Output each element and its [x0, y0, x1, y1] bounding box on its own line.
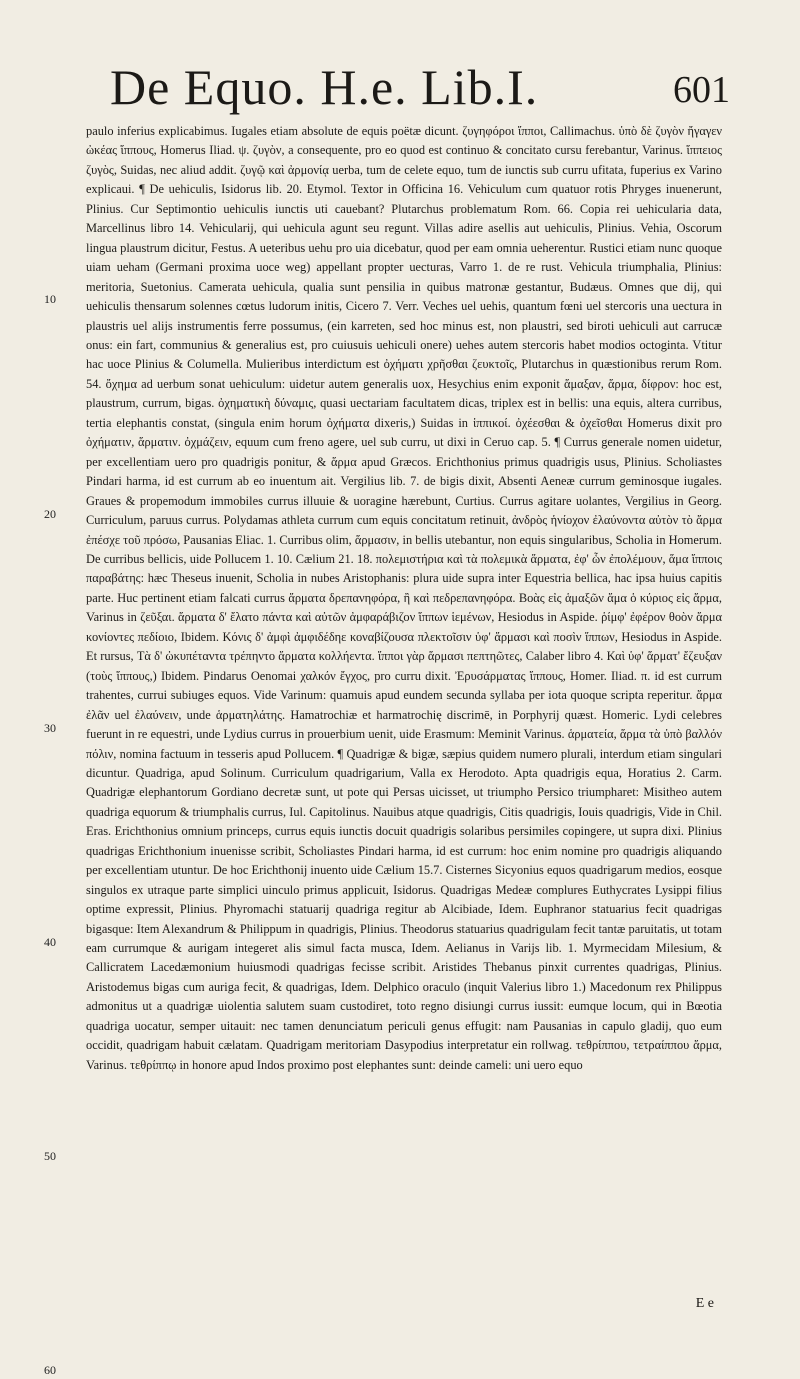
page-number: 601 — [673, 69, 730, 111]
line-number: 40 — [44, 935, 56, 949]
running-title: De Equo. H.e. Lib.I. — [110, 59, 539, 115]
line-number: 30 — [44, 721, 56, 735]
catchword: E e — [695, 1296, 714, 1311]
body-text — [86, 122, 722, 1075]
body-paragraph: paulo inferius explicabimus. Iugales etiam absolute de equis poëtæ dicunt. ζυγηφόροι ἵπποι, Callimachus. ὑπὸ δὲ ζυγὸν ἤγαγεν ὠκέας ἵππους, Homerus Iliad. ψ. ζυγὸν, a consequente, pro eo quod est continuo & concitato cursu ferebantur, Varinus. ἵππειος ζυγὸς, Suidas, nec aliud addit. ζυγῷ καὶ ἀρμονίᾳ uerba, tum de celete equo, tum de iunctis sub curru ufitata, fuperius ex Varino explicaui. ¶ De uehiculis, Isidorus lib. 20. Etymol. Textor in Officina 16. Vehiculum cum quatuor rotis Phryges inuenerunt, Plinius. Cur Septimontio uehiculis iunctis uti cauebant? Plutarchus problematum Rom. 66. Copia rei uehicularia data, Marcellinus libro 14. Vehicularij, qui uehicula agunt seu regunt. Villas adire asellis aut uehiculis, Plinius. Vehia, Oscorum lingua plaustrum dicitur, Festus. A ueteribus uehu pro uia dicebatur, quod per eam omnia ueherentur. Rustici etiam nunc quoque uiam ueham (Germani proxima uoce weg) appellant propter uecturas, Varro 1. de re rust. Vehicula triumphalia, Plinius: meritoria, Suetonius. Camerata uehicula, qualia sunt pensilia in quibus matronæ gestantur, Budæus. Omnes que dij, qui uehiculis thensarum solennes cœtus ludorum initis, Cicero 7. Verr. Veches uel uehis, quantum fœni uel stercoris una uectura in plaustris uel alijs instrumentis ferre possumus, (ein karreten, sed hoc minus est, non plaustri, sed biroti uehiculi aut carrucæ onus: ein fart, communius & generalius est, pro cuiusuis uehiculi onere) uehes autem stercoris habet modios octoginta. Vtitur hac uoce Plinius & Columella. Mulieribus interdictum est ὀχήματι χρῆσθαι ζευκτοῖς, Plutarchus in quæstionibus rerum Rom. 54. ὄχημα ad uerbum sonat uehiculum: uidetur autem generalis uox, Hesychius enim exponit ἅμαξαν, ἅρμα, δίφρον: hoc est, plaustrum, currum, bigas. ὀχηματικὴ δύναμις, quasi uectariam facultatem dicas, triplex est in bellis: una equis, altera curribus, tertia elephantis constat, (singula enim horum ὀχήματα dixeris,) Suidas in ἱππικοί. ὀχέεσθαι & ὀχεῖσθαι Homerus dixit pro ὀχήματιν, ἅρματιν. ὀχμάζειν, equum cum freno agere, uel sub curru, ut dixi in Ceruo cap. 5. ¶ Currus generale nomen uidetur, per excellentiam uero pro quadrigis ponitur, & ἅρμα apud Græcos. Erichthonius primus quadrigis usus, Plinius. Scholiastes Pindari harma, id est currum ab eo inuentum ait. Vergilius lib. 7. de bigis dixit, Absenti Aeneæ currum geminosque iugales. Graues & propemodum immobiles currus illuuie & uoragine hærebunt, Curtius. Currus agitare uolantes, Vergilius in Georg. Curriculum, paruus currus. Polydamas athleta currum cum equis concitatum retinuit, ἀνδρὸς ἡνίοχον ἐλαύνοντα αὐτὸν τὸ ἅρμα ἐπέσχε τοῦ πρόσω, Pausanias Eliac. 1. Curribus olim, ἅρμασιν, in bellis utebantur, non equis singularibus, Scholia in Homerum. De curribus bellicis, uide Pollucem 1. 10. Cælium 21. 18. πολεμιστήρια καὶ τὰ πολεμικὰ ἅρματα, ἐφ' ὧν ἐπολέμουν, ἅμα ἵπποις παραβάτης: hæc Theseus inuenit, Scholia in nubes Aristophanis: plura uide supra inter Equestria bellica, hac ipsa huius capitis parte. Huc pertinent etiam falcati currus ἅρματα δρεπανηφόρα, ἢ καὶ πεδρεπανηφόρα. Βοὰς εἰς ἁμαξῶν ἅμα ὁ κύριος εἰς ἅρμα, Varinus in ζεῦξαι. ἅρματα δ' ἔλατο πάντα καὶ αὐτῶν ἀμφαράβιζον ἵππων ἱεμένων, Hesiodus in Aspide. ῥίμφ' ἐφέρον θοὸν ἅρμα κονίοντες πεδίοιο, Ibidem. Κόνις δ' ἀμφὶ ἀμφιδέδηε κοναβίζουσα πλεκτοῖσιν ὑφ' ἅρμασι καὶ ποσὶν ἵππων, Hesiodus in Aspide. Et rursus, Τὰ δ' ὠκυπέταντα τρέπηντο ἅρματα κολλήεντα. ἵπποι γὰρ ἅρμασι πεπτηῶτες, Calaber libro 4. Καὶ ὑφ' ἅρματ' ἔζευξαν (τοὺς ἵππους,) Ibidem. Pindarus Oenomai χαλκόν ἔγχος, pro curru dixit. Ἐρυσάρματας ἵππους, Homer. Iliad. π. id est currum trahentes, currui subiuges equos. Vide Varinum: quamuis apud eundem secunda syllaba per iota quoque scripta reperitur. ἅρμα ἐλᾶν uel ἐλαύνειν, unde ἁρματηλάτης. Hamatrochiæ et harmatrochię discrimē, in Porphyrij quæst. Homeric. Lydi celebres fuerunt in re equestri, unde Lydius currus in prouerbium uenit, uide Erasmum: Meminit Varinus. ἁρματεία, ἅρμα τὰ ὑπὸ βαλλόν πόλιν, nomina factuum in tesseris apud Pollucem. ¶ Quadrigæ & bigæ, sæpius quidem numero plurali, interdum etiam singulari dicuntur. Quadriga, apud Solinum. Curriculum quadrigarium, Valla ex Herodoto. Apta quadrigis equa, Horatius 2. Carm. Quadrigæ elephantorum Gordiano decretæ sunt, ut pote qui Persas uicisset, ut triumpho Persico triumpharet: Misitheo autem quadriga equorum & triumphalis currus, Iul. Capitolinus. Nauibus atque quadrigis, Citis quadrigis, Iouis quadrigis, Vide in Chil. Eras. Erichthonius omnium princeps, currus equis iunctis docuit quadrigis solaribus persimiles copingere, ut supra dixi. Plinius quadrigas Erichthonium inuenisse scribit, Scholiastes Pindari harma, id est currum: hoc enim nomine pro quadrigis aliquando per excellentiam utuntur. De hoc Erichthonij inuento uide Cælium 15.7. Cisternes Sicyonius equos quadrigarum medios, eosque singulos ex utraque parte simplici uinculo primus applicuit, Isidorus. Quadrigas Medeæ complures Euthycrates Lysippi filius optime expressit, Plinius. Phyromachi statuarij quadriga regitur ab Alcibiade, Idem. Euphranor statuarius fecit quadrigas bigasque: Item Alexandrum & Philippum in quadrigis, Plinius. Theodorus statuarius quadrigulam fecit tantæ paruitatis, ut totam eam currumque & aurigam integeret alis simul facta musca, Idem. Aelianus in Varijs lib. 1. Myrmecidam Milesium, & Callicratem Lacedæmonium huiusmodi quadrigas fecisse scribit. Aristides Thebanus pinxit currentes quadrigas, Plinius. Aristodemus bigas cum auriga fecit, & quadrigas, Idem. Delphico oraculo (inquit Valerius libro 1.) Macedonum rex Philippus admonitus ut a quadrigæ uiolentia salutem suam custodiret, toto regno disiungi currus iussit: eumque locum, qui in Bœotia quadriga uocatur, semper uitauit: nec tamen denunciatum periculi genus effugit: nam Pausanias in capulo gladij, quo eum occidit, quadrigam habuit cælatam. Quadrigam meritoriam Dasypodius interpretatur ein rollwag. τεθρίππου, τετραίππου ἅρμα, Varinus. τεθρίππῳ in honore apud Indos proximo post elephantes sunt: deinde cameli: uni uero equo — [86, 124, 722, 1072]
line-number: 10 — [44, 292, 56, 306]
line-number: 60 — [44, 1363, 56, 1377]
line-number: 50 — [44, 1149, 56, 1163]
line-number: 20 — [44, 507, 56, 521]
page-header — [110, 52, 730, 122]
